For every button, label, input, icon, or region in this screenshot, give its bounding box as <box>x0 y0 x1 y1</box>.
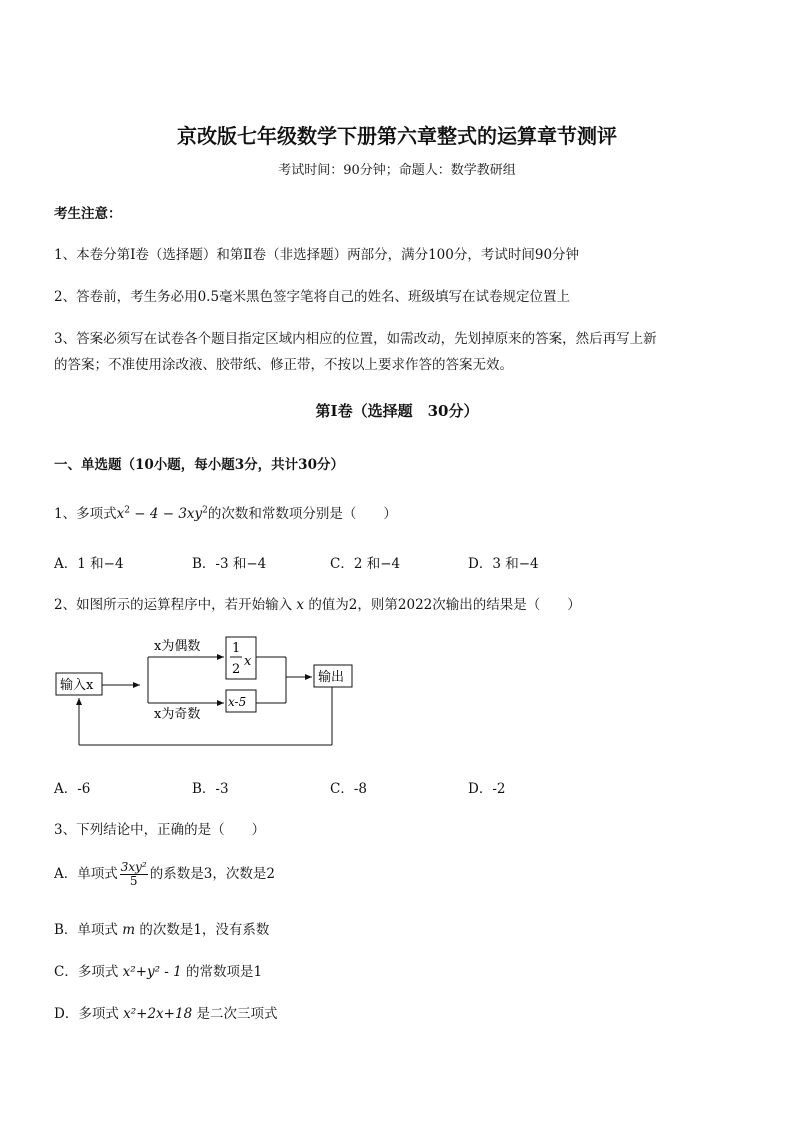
q1-exp-1: 2 <box>124 505 130 516</box>
notice-item-2: 2、答卷前，考生务必用0.5毫米黑色签字笔将自己的姓名、班级填写在试卷规定位置上 <box>54 289 571 305</box>
output-label: 输出 <box>318 670 345 685</box>
even-label: x为偶数 <box>154 639 201 654</box>
q3-option-a[interactable] <box>54 861 275 888</box>
q3-b-prefix: B．单项式 <box>54 922 118 938</box>
q3-d-prefix: D．多项式 <box>54 1006 119 1022</box>
notice-item-3-line-1: 3、答案必须写在试卷各个题目指定区域内相应的位置，如需改动，先划掉原来的答案，然后再写上新 <box>54 331 657 347</box>
q2-text-b: 的值为2，则第2022次输出的结果是（ ） <box>308 597 581 613</box>
q3-a-fraction <box>120 861 148 888</box>
odd-label: x为奇数 <box>154 707 201 722</box>
q2-option-d[interactable]: D．-2 <box>468 781 506 797</box>
exam-info: 考试时间：90分钟；命题人：数学教研组 <box>278 163 516 178</box>
q1-poly-a: x <box>116 506 125 522</box>
notice-heading: 考生注意： <box>54 206 122 222</box>
question-1 <box>54 502 397 522</box>
q3-d-suffix: 是二次三项式 <box>196 1006 278 1022</box>
q3-a-suffix: 的系数是3，次数是2 <box>149 866 275 882</box>
q3-a-numerator: 3xy² <box>120 860 147 874</box>
q1-prefix: 1、多项式 <box>54 506 117 522</box>
q1-suffix: 的次数和常数项分别是（ ） <box>207 506 397 522</box>
q2-text-a: 2、如图所示的运算程序中，若开始输入 <box>54 597 293 613</box>
q3-a-denominator: 5 <box>129 874 138 888</box>
q1-option-b[interactable]: B．-3 和−4 <box>192 556 267 572</box>
q1-option-a[interactable]: A．1 和−4 <box>54 556 124 572</box>
minus-label: x-5 <box>228 695 247 709</box>
half-box <box>226 637 256 679</box>
page-title: 京改版七年级数学下册第六章整式的运算章节测评 <box>177 124 617 148</box>
q1-exp-2: 2 <box>202 505 208 516</box>
input-label: 输入x <box>60 678 94 693</box>
q3-option-b[interactable] <box>54 918 269 938</box>
q3-b-var: m <box>122 922 136 938</box>
q3-b-suffix: 的次数是1，没有系数 <box>139 922 270 938</box>
q1-option-c[interactable]: C．2 和−4 <box>330 556 401 572</box>
q2-option-b[interactable]: B．-3 <box>192 781 229 797</box>
q3-a-prefix: A．单项式 <box>54 866 118 882</box>
question-3: 3、下列结论中，正确的是（ ） <box>54 822 266 838</box>
notice-item-1: 1、本卷分第Ⅰ卷（选择题）和第Ⅱ卷（非选择题）两部分，满分100分，考试时间90分钟 <box>54 247 580 263</box>
q1-option-d[interactable]: D．3 和−4 <box>468 556 539 572</box>
q3-c-expr: x²+y² - 1 <box>122 964 182 980</box>
q3-c-suffix: 的常数项是1 <box>186 964 263 980</box>
flowchart-diagram <box>48 628 368 753</box>
q2-var: x <box>296 597 305 613</box>
question-2 <box>54 593 581 613</box>
half-numerator: 1 <box>232 641 241 656</box>
q3-option-d[interactable] <box>54 1002 277 1022</box>
q3-d-expr: x²+2x+18 <box>123 1006 193 1022</box>
q2-option-c[interactable]: C．-8 <box>330 781 367 797</box>
half-denominator: 2 <box>232 662 241 677</box>
q3-c-prefix: C．多项式 <box>54 964 119 980</box>
section-title: 第Ⅰ卷（选择题 30分） <box>315 402 479 420</box>
q2-option-a[interactable]: A．-6 <box>54 781 91 797</box>
part-heading: 一、单选题（10小题，每小题3分，共计30分） <box>54 457 344 473</box>
q3-option-c[interactable] <box>54 960 262 980</box>
notice-item-3-line-2: 的答案；不准使用涂改液、胶带纸、修正带，不按以上要求作答的答案无效。 <box>54 357 513 373</box>
q1-poly-b: − 4 − 3xy <box>129 506 203 522</box>
half-variable: x <box>244 654 252 669</box>
